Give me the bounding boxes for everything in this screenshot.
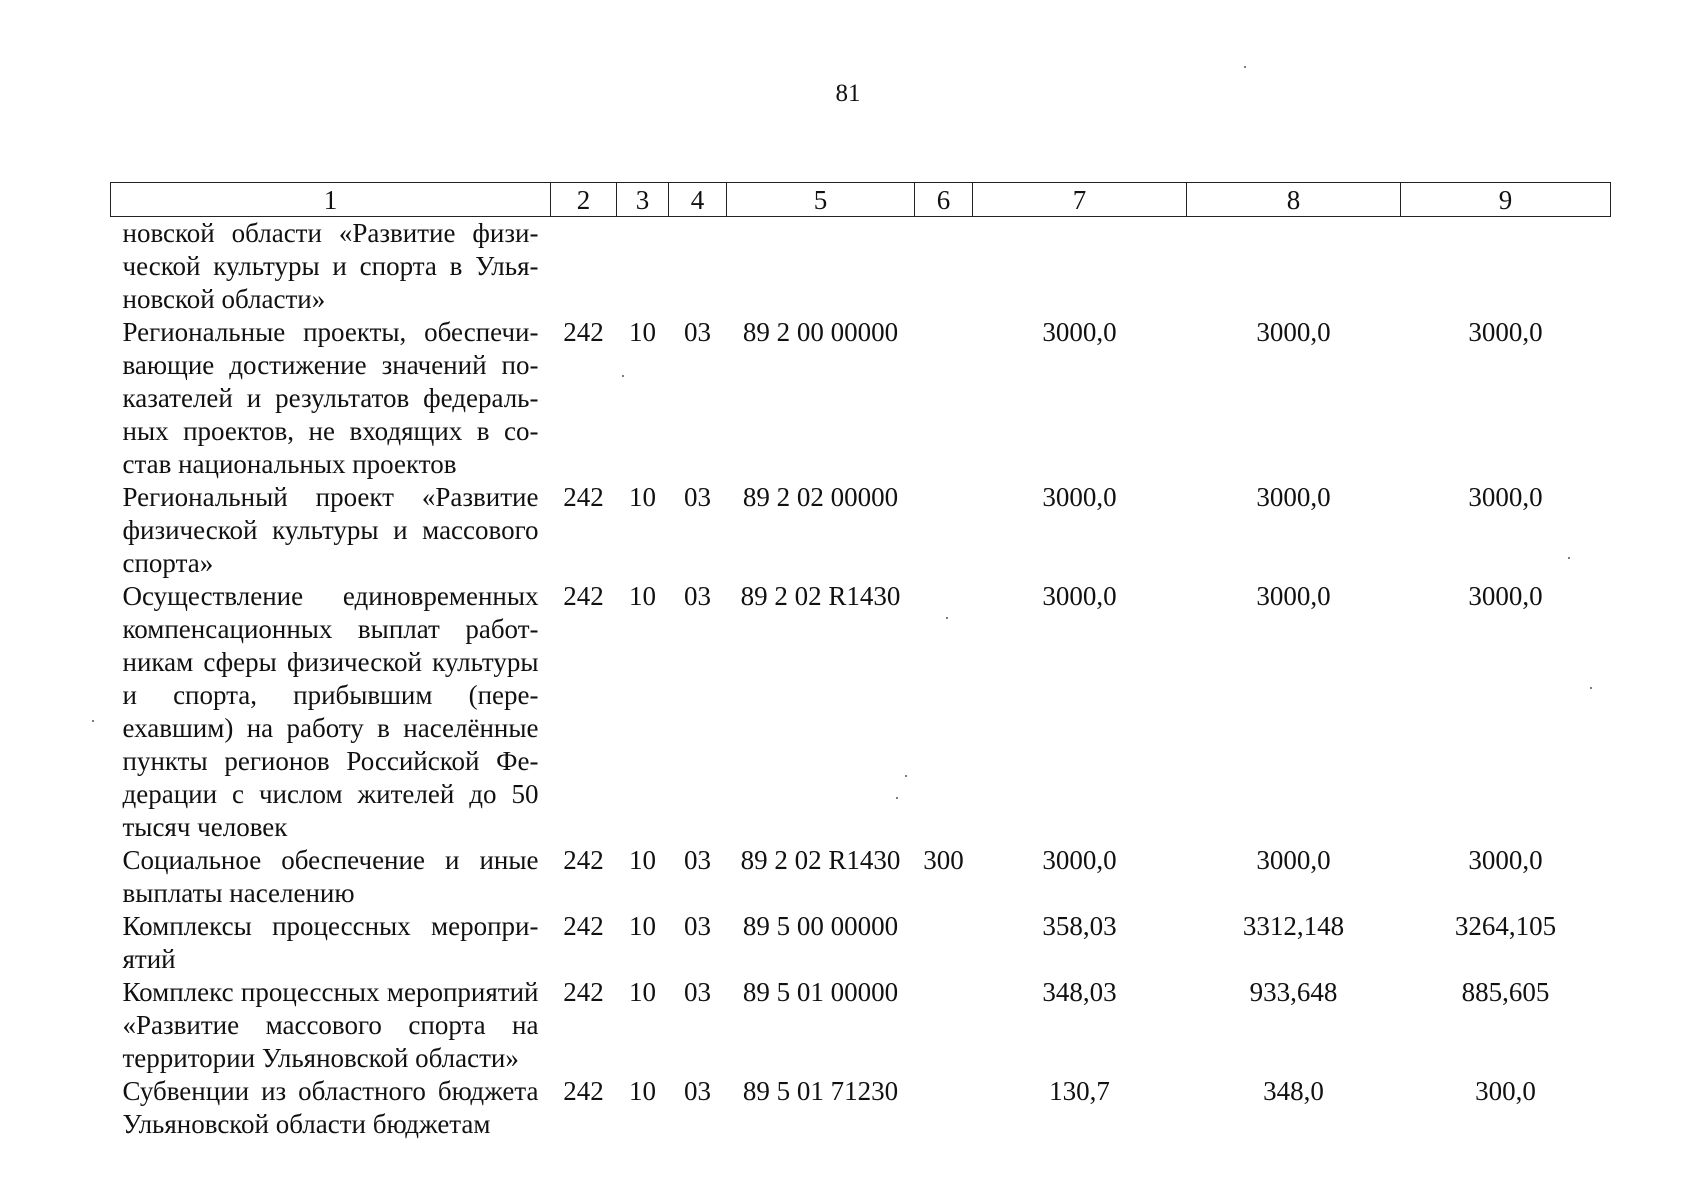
column-3-cell: 10 (629, 977, 656, 1007)
scan-speck (92, 720, 94, 722)
row-name-cell: Региональный проект «Развитие физической культуры и массового спорта» (122, 482, 539, 578)
column-5-cell: 89 2 00 00000 (742, 317, 899, 347)
budget-table (110, 182, 1611, 1141)
column-header-6: 6 (915, 183, 973, 217)
column-2-cell: 242 (563, 845, 604, 875)
column-7-cell: 3000,0 (1042, 482, 1117, 512)
column-6-cell (915, 316, 973, 481)
column-4-cell: 03 (684, 845, 711, 875)
column-5-cell: 89 2 02 R1430 (740, 845, 901, 875)
column-2-cell: 242 (563, 317, 604, 347)
column-7-cell: 3000,0 (1042, 845, 1117, 875)
column-7-cell: 348,03 (1042, 977, 1117, 1007)
column-9-cell: 300,0 (1475, 1076, 1536, 1106)
column-2-cell: 242 (563, 482, 604, 512)
row-name-cell: Социальное обеспечение и иные выплаты населению (122, 845, 539, 908)
column-3-cell: 10 (629, 482, 656, 512)
column-3-cell: 10 (629, 317, 656, 347)
column-header-8: 8 (1187, 183, 1401, 217)
column-5-cell (727, 217, 915, 317)
column-5-cell: 89 5 01 00000 (742, 977, 899, 1007)
column-9-cell: 3000,0 (1468, 482, 1543, 512)
column-5-cell: 89 2 02 R1430 (740, 581, 901, 611)
column-header-7: 7 (973, 183, 1187, 217)
row-name-cell: Осуществление единовременных компенсационных выплат работникам сферы физической культуры и спорта, прибывшим (переехавшим) на работу в населённые пункты регионов Российской Федерации с числом жителей до 50 тысяч человек (122, 581, 539, 842)
table-row (111, 481, 1611, 580)
scan-speck (1568, 557, 1570, 559)
table-row (111, 316, 1611, 481)
table-row (111, 910, 1611, 976)
column-9-cell: 3000,0 (1468, 845, 1543, 875)
column-2-cell: 242 (563, 581, 604, 611)
column-9-cell: 3000,0 (1468, 581, 1543, 611)
row-name-cell: Региональные проекты, обеспечивающие достижение значений показателей и результатов федеральных проектов, не входящих в состав национальных проектов (122, 317, 539, 479)
column-8-cell: 933,648 (1249, 977, 1338, 1007)
column-9-cell: 3000,0 (1468, 317, 1543, 347)
column-6-cell (915, 976, 973, 1075)
column-5-cell: 89 5 00 00000 (742, 911, 899, 941)
column-8-cell: 348,0 (1263, 1076, 1324, 1106)
column-8-cell: 3312,148 (1242, 911, 1345, 941)
row-name-cell: Комплекс процессных мероприятий «Развитие массового спорта на территории Ульяновской области» (122, 977, 539, 1073)
column-header-9: 9 (1401, 183, 1611, 217)
column-header-5: 5 (727, 183, 915, 217)
column-3-cell: 10 (629, 911, 656, 941)
column-8-cell (1187, 217, 1401, 317)
column-2-cell: 242 (563, 977, 604, 1007)
column-8-cell: 3000,0 (1256, 317, 1331, 347)
column-4-cell: 03 (684, 911, 711, 941)
column-8-cell: 3000,0 (1256, 845, 1331, 875)
column-6-cell (915, 481, 973, 580)
column-7-cell: 130,7 (1049, 1076, 1110, 1106)
column-9-cell: 3264,105 (1454, 911, 1557, 941)
scan-speck (905, 775, 907, 777)
scan-speck (1590, 687, 1592, 689)
column-6-cell: 300 (923, 845, 964, 875)
column-header-4: 4 (669, 183, 727, 217)
column-3-cell: 10 (629, 581, 656, 611)
column-7-cell (973, 217, 1187, 317)
column-4-cell: 03 (684, 317, 711, 347)
column-5-cell: 89 2 02 00000 (742, 482, 899, 512)
table-row (111, 976, 1611, 1075)
column-6-cell (915, 580, 973, 844)
column-4-cell: 03 (684, 581, 711, 611)
column-8-cell: 3000,0 (1256, 482, 1331, 512)
column-4-cell: 03 (684, 977, 711, 1007)
column-7-cell: 3000,0 (1042, 581, 1117, 611)
column-9-cell (1401, 217, 1611, 317)
table-row (111, 580, 1611, 844)
column-2-cell (551, 217, 617, 317)
scan-speck (946, 617, 948, 619)
column-8-cell: 3000,0 (1256, 581, 1331, 611)
column-2-cell: 242 (563, 1076, 604, 1106)
column-header-2: 2 (551, 183, 617, 217)
table-row (111, 844, 1611, 910)
table-row (111, 1075, 1611, 1141)
column-7-cell: 358,03 (1042, 911, 1117, 941)
column-3-cell: 10 (629, 845, 656, 875)
column-header-3: 3 (617, 183, 669, 217)
column-4-cell: 03 (684, 1076, 711, 1106)
table-header-row (111, 183, 1611, 217)
column-6-cell (915, 1075, 973, 1141)
column-2-cell: 242 (563, 911, 604, 941)
row-name-cell: новской области «Развитие физической культуры и спорта в Ульяновской области» (122, 218, 539, 314)
column-3-cell: 10 (629, 1076, 656, 1106)
column-4-cell: 03 (684, 482, 711, 512)
scan-speck (1244, 66, 1246, 68)
scan-speck (896, 797, 898, 799)
table-row (111, 217, 1611, 317)
page-number: 81 (835, 80, 861, 107)
column-3-cell (617, 217, 669, 317)
column-6-cell (915, 910, 973, 976)
column-6-cell (915, 217, 973, 317)
column-5-cell: 89 5 01 71230 (742, 1076, 899, 1106)
column-9-cell: 885,605 (1461, 977, 1550, 1007)
column-header-1: 1 (111, 183, 551, 217)
row-name-cell: Комплексы процессных мероприятий (122, 911, 539, 974)
row-name-cell: Субвенции из областного бюджета Ульяновской области бюджетам (122, 1076, 539, 1139)
scan-speck (622, 375, 624, 377)
column-7-cell: 3000,0 (1042, 317, 1117, 347)
column-4-cell (669, 217, 727, 317)
